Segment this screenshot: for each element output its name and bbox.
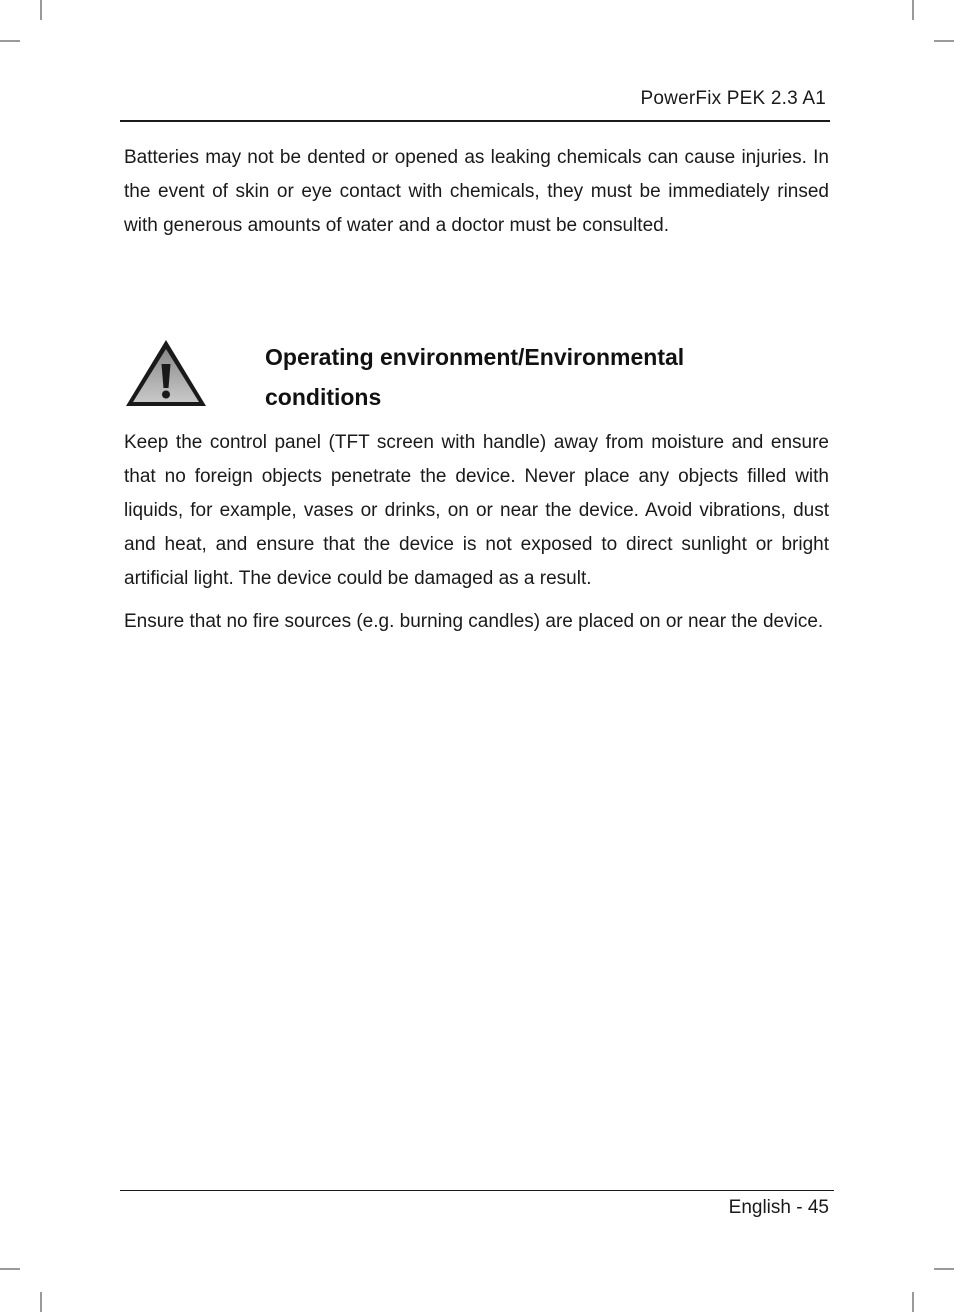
footer-divider [120,1190,834,1191]
crop-mark-bottom-right [912,1292,914,1312]
crop-mark-top-right [912,0,914,20]
crop-mark-left-bottom [0,1268,20,1270]
crop-mark-right-bottom [934,1268,954,1270]
header-divider [120,120,830,122]
battery-warning-paragraph: Batteries may not be dented or opened as leaking chemicals can cause injuries. In the event of skin or eye contact with chemicals, they must be immediately rinsed with generous amounts of water and a doctor must be consulted. [124,147,829,236]
crop-mark-right-top [934,40,954,42]
fire-safety-paragraph: Ensure that no fire sources (e.g. burning candles) are placed on or near the device. [124,611,824,632]
page-header-title: PowerFix PEK 2.3 A1 [640,88,826,109]
page-number: English - 45 [728,1197,829,1218]
crop-mark-bottom-left [40,1292,42,1312]
section-heading: Operating environment/Environmental conditions [265,344,685,410]
environment-paragraph: Keep the control panel (TFT screen with handle) away from moisture and ensure that no foreign objects penetrate the device. Never place any objects filled with liquids, for example, vases or drinks, on or near the device. Avoid vibrations, dust and heat, and ensure that the device is not exposed to direct sunlight or bright artificial light. The device could be damaged as a result. [124,432,829,589]
warning-triangle-icon [123,337,209,409]
crop-mark-top-left [40,0,42,20]
crop-mark-left-top [0,40,20,42]
